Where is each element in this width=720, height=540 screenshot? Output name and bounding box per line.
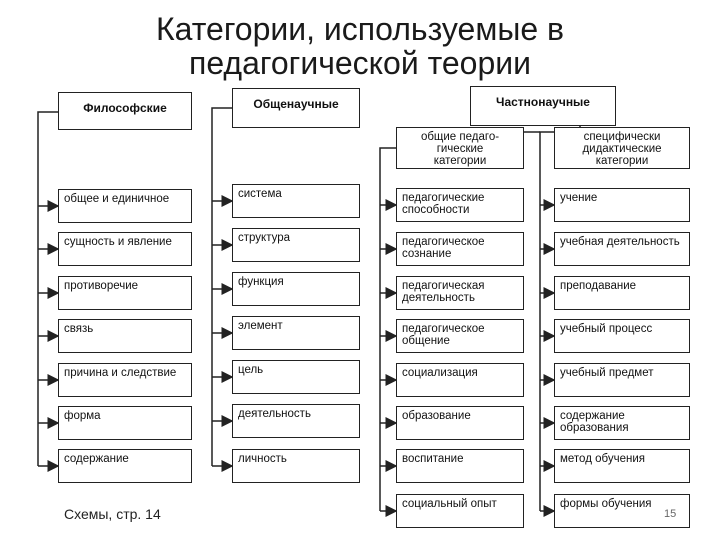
didactic-item-4: учебный процесс bbox=[554, 319, 690, 353]
general-item-5: цель bbox=[232, 360, 360, 394]
general-item-6: деятельность bbox=[232, 404, 360, 438]
title-line-2: педагогической теории bbox=[188, 45, 532, 81]
philosophical-item-1: общее и единичное bbox=[58, 189, 192, 223]
pedagogical-item-6: образование bbox=[396, 406, 524, 440]
pedagogical-item-2: педагогическое сознание bbox=[396, 232, 524, 266]
didactic-item-8: формы обучения bbox=[554, 494, 690, 528]
didactic-item-2: учебная деятельность bbox=[554, 232, 690, 266]
didactic-item-1: учение bbox=[554, 188, 690, 222]
pedagogical-item-3: педагогическая деятельность bbox=[396, 276, 524, 310]
header-specific-scientific: Частнонаучные bbox=[470, 86, 616, 126]
general-item-3: функция bbox=[232, 272, 360, 306]
subheader-didactic: специфически дидактические категории bbox=[554, 127, 690, 169]
subheader-general-pedagogical: общие педаго- гические категории bbox=[396, 127, 524, 169]
pedagogical-item-5: социализация bbox=[396, 363, 524, 397]
general-item-2: структура bbox=[232, 228, 360, 262]
philosophical-item-3: противоречие bbox=[58, 276, 192, 310]
philosophical-item-5: причина и следствие bbox=[58, 363, 192, 397]
header-general-scientific: Общенаучные bbox=[232, 88, 360, 128]
didactic-item-6: содержание образования bbox=[554, 406, 690, 440]
pedagogical-item-4: педагогическое общение bbox=[396, 319, 524, 353]
didactic-item-3: преподавание bbox=[554, 276, 690, 310]
title-line-1: Категории, используемые в bbox=[156, 11, 564, 47]
didactic-item-5: учебный предмет bbox=[554, 363, 690, 397]
pedagogical-item-7: воспитание bbox=[396, 449, 524, 483]
general-item-4: элемент bbox=[232, 316, 360, 350]
source-reference: Схемы, стр. 14 bbox=[64, 506, 161, 522]
pedagogical-item-8: социальный опыт bbox=[396, 494, 524, 528]
pedagogical-item-1: педагогические способности bbox=[396, 188, 524, 222]
philosophical-item-7: содержание bbox=[58, 449, 192, 483]
philosophical-item-6: форма bbox=[58, 406, 192, 440]
philosophical-item-4: связь bbox=[58, 319, 192, 353]
general-item-7: личность bbox=[232, 449, 360, 483]
didactic-item-7: метод обучения bbox=[554, 449, 690, 483]
header-philosophical: Философские bbox=[58, 92, 192, 130]
general-item-1: система bbox=[232, 184, 360, 218]
philosophical-item-2: сущность и явление bbox=[58, 232, 192, 266]
page-number: 15 bbox=[664, 508, 677, 520]
